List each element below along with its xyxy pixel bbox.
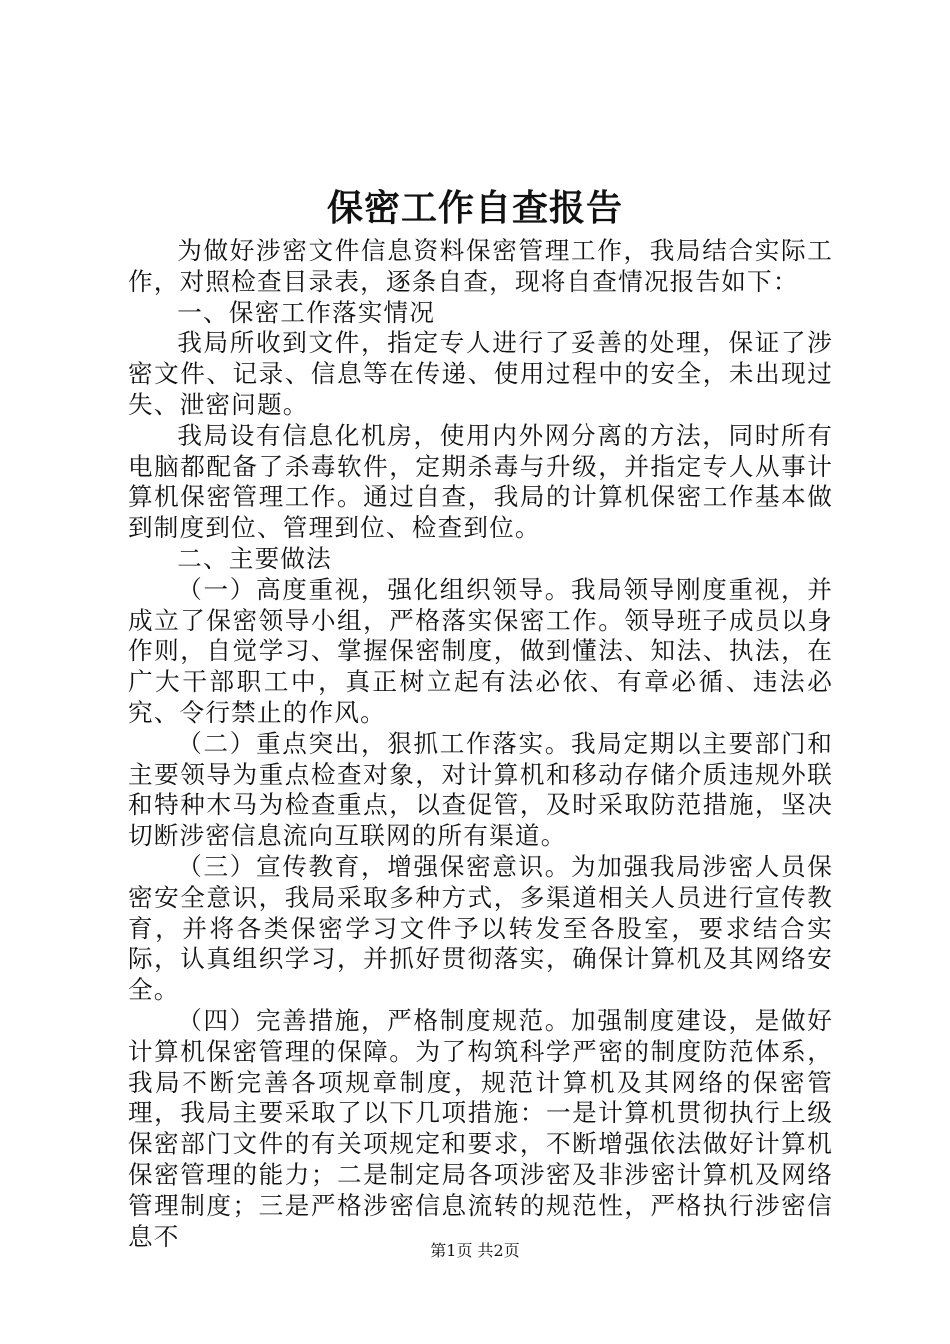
section-heading-implementation: 一、保密工作落实情况 — [177, 297, 436, 327]
paragraph-computer-room: 我局设有信息化机房，使用内外网分离的方法，同时所有电脑都配备了杀毒软件，定期杀毒与升级，并指定专人从事计算机保密管理工作。通过自查，我局的计算机保密工作基本做到制度到位、管理到位、检查到位。 — [128, 420, 833, 543]
paragraph-practice-3: （三）宣传教育，增强保密意识。为加强我局涉密人员保密安全意识，我局采取多种方式，多渠道相关人员进行宣传教育，并将各类保密学习文件予以转发至各股室，要求结合实际，认真组织学习，并抓好贯彻落实，确保计算机及其网络安全。 — [128, 851, 833, 1005]
document-body — [128, 236, 833, 1252]
document-title: 保密工作自查报告 — [326, 187, 623, 229]
page-number-footer: 第1页 共2页 — [430, 1241, 520, 1260]
paragraph-practice-4: （四）完善措施，严格制度规范。加强制度建设，是做好计算机保密管理的保障。为了构筑科学严密的制度防范体系，我局不断完善各项规章制度，规范计算机及其网络的保密管理，我局主要采取了以下几项措施：一是计算机贯彻执行上级保密部门文件的有关项规定和要求，不断增强依法做好计算机保密管理的能力；二是制定局各项涉密及非涉密计算机及网络管理制度；三是严格涉密信息流转的规范性，严格执行涉密信息不 — [128, 1005, 833, 1251]
section-heading-practices: 二、主要做法 — [177, 543, 332, 573]
paragraph-documents: 我局所收到文件，指定专人进行了妥善的处理，保证了涉密文件、记录、信息等在传递、使用过程中的安全，未出现过失、泄密问题。 — [128, 328, 833, 419]
paragraph-intro: 为做好涉密文件信息资料保密管理工作，我局结合实际工作，对照检查目录表，逐条自查，现将自查情况报告如下： — [128, 236, 833, 296]
paragraph-practice-2: （二）重点突出，狠抓工作落实。我局定期以主要部门和主要领导为重点检查对象，对计算机和移动存储介质违规外联和特种木马为检查重点，以查促管，及时采取防范措施，坚决切断涉密信息流向互联网的所有渠道。 — [128, 728, 833, 851]
paragraph-practice-1: （一）高度重视，强化组织领导。我局领导刚度重视，并成立了保密领导小组，严格落实保密工作。领导班子成员以身作则，自觉学习、掌握保密制度，做到懂法、知法、执法，在广大干部职工中，真正树立起有法必依、有章必循、违法必究、令行禁止的作风。 — [128, 574, 833, 727]
